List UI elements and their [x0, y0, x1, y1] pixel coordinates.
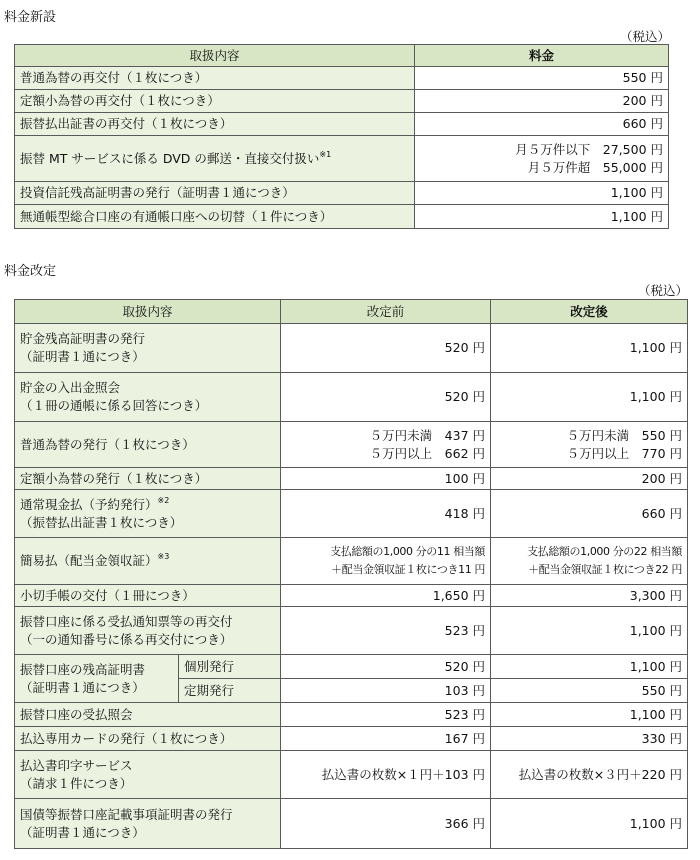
header-after: 改定後: [491, 300, 688, 324]
revised-fees-table: [14, 299, 688, 849]
label-line: 国債等振替口座記載事項証明書の発行: [20, 806, 233, 822]
new-fees-table: [14, 44, 669, 229]
label-line: （請求１件につき）: [20, 775, 133, 791]
row-label: [15, 799, 281, 849]
fee-before: 167 円: [281, 727, 491, 751]
fee-line: ＋配当金領収証１枚につき22 円: [528, 563, 683, 576]
fee-before: 103 円: [281, 679, 491, 703]
row-fee: [415, 136, 669, 182]
row-label: [15, 607, 281, 655]
row-sub-label: 個別発行: [179, 655, 281, 679]
label-line: 払込書印字サービス: [20, 757, 133, 773]
fee-line: 支払総額の1,000 分の11 相当額: [330, 545, 486, 558]
footnote-marker: ※3: [157, 552, 170, 561]
fee-before: 520 円: [281, 655, 491, 679]
row-fee: 1,100 円: [415, 182, 669, 205]
fee-before: 366 円: [281, 799, 491, 849]
row-label-text: 振替 MT サービスに係る DVD の郵送・直接交付扱い: [20, 150, 320, 166]
fee-before: 523 円: [281, 703, 491, 727]
fee-after: 1,100 円: [491, 324, 688, 373]
fee-before: [281, 538, 491, 585]
footnote-marker: ※2: [157, 495, 170, 505]
row-label: 定額小為替の再交付（１枚につき）: [15, 90, 415, 113]
row-fee: 660 円: [415, 113, 669, 136]
fee-after: 1,100 円: [491, 799, 688, 849]
fee-line: ＋配当金領収証１枚につき11 円: [331, 563, 486, 576]
row-label: [15, 324, 281, 373]
fee-before: 520 円: [281, 373, 491, 422]
label-line: （証明書１通につき）: [20, 679, 145, 695]
label-line: 貯金残高証明書の発行: [20, 331, 146, 346]
fee-after: 550 円: [491, 679, 688, 703]
fee-after: 1,100 円: [491, 607, 688, 655]
row-label: 無通帳型総合口座の有通帳口座への切替（１件につき）: [15, 205, 415, 229]
fee-line: ５万円未満 550 円: [566, 427, 683, 443]
fee-line: ５万円以上 662 円: [369, 445, 486, 461]
row-label: 定額小為替の発行（１枚につき）: [15, 468, 281, 490]
header-before: 改定前: [281, 300, 491, 324]
row-fee: 1,100 円: [415, 205, 669, 229]
label-line: 貯金の入出金照会: [20, 380, 121, 395]
row-label: 振替口座の受払照会: [15, 703, 281, 727]
label-line: （証明書１通につき）: [20, 824, 145, 840]
fee-after: 1,100 円: [491, 703, 688, 727]
row-label: [15, 751, 281, 799]
fee-line: ５万円未満 437 円: [369, 427, 486, 443]
row-label: 普通為替の再交付（１枚につき）: [15, 67, 415, 90]
row-label: 投資信託残高証明書の発行（証明書１通につき）: [15, 182, 415, 205]
row-sub-label: 定期発行: [179, 679, 281, 703]
label-text: 通常現金払（予約発行）: [20, 496, 158, 512]
fee-before: [281, 422, 491, 468]
fee-after: 660 円: [491, 490, 688, 538]
fee-before: 418 円: [281, 490, 491, 538]
row-label: 小切手帳の交付（１冊につき）: [15, 585, 281, 607]
label-line: （１冊の通帳に係る回答につき）: [20, 398, 208, 413]
fee-before: 1,650 円: [281, 585, 491, 607]
fee-after: 200 円: [491, 468, 688, 490]
header-item: 取扱内容: [15, 45, 415, 67]
fee-line: 月５万件超 55,000 円: [527, 159, 663, 175]
row-label: 払込専用カードの発行（１枚につき）: [15, 727, 281, 751]
label-line: 振替口座に係る受払通知票等の再交付: [20, 613, 233, 629]
fee-after: 330 円: [491, 727, 688, 751]
section-title-revised-fees: 料金改定: [4, 264, 57, 279]
row-label: [15, 373, 281, 422]
section-title-new-fees: 料金新設: [4, 10, 57, 25]
label-line: 振替口座の残高証明書: [20, 661, 146, 677]
label-text: 簡易払（配当金領収証）: [20, 553, 158, 568]
row-label: [15, 490, 281, 538]
fee-after: 3,300 円: [491, 585, 688, 607]
row-label: 普通為替の発行（１枚につき）: [15, 422, 281, 468]
label-line: （一の通知番号に係る再交付につき）: [20, 631, 233, 647]
tax-note-revised: （税込）: [637, 283, 688, 298]
label-line: （証明書１通につき）: [20, 349, 145, 364]
fee-after: 払込書の枚数×３円＋220 円: [491, 751, 688, 799]
fee-line: ５万円以上 770 円: [566, 445, 683, 461]
row-fee: 550 円: [415, 67, 669, 90]
fee-after: 1,100 円: [491, 373, 688, 422]
row-label: 振替払出証書の再交付（１枚につき）: [15, 113, 415, 136]
fee-before: 520 円: [281, 324, 491, 373]
header-fee: 料金: [415, 45, 669, 67]
fee-line: 支払総額の1,000 分の22 相当額: [527, 545, 683, 558]
fee-line: 月５万件以下 27,500 円: [515, 141, 663, 157]
fee-after: [491, 538, 688, 585]
tax-note-new: （税込）: [619, 29, 670, 44]
row-group-label: [15, 655, 179, 703]
row-label: [15, 136, 415, 182]
fee-before: 100 円: [281, 468, 491, 490]
label-line: （振替払出証書１枚につき）: [20, 514, 183, 530]
row-label: [15, 538, 281, 585]
fee-before: 払込書の枚数×１円＋103 円: [281, 751, 491, 799]
footnote-marker: ※1: [319, 149, 332, 159]
header-item: 取扱内容: [15, 300, 281, 324]
label-line: [20, 496, 275, 514]
fee-after: [491, 422, 688, 468]
fee-after: 1,100 円: [491, 655, 688, 679]
row-fee: 200 円: [415, 90, 669, 113]
fee-before: 523 円: [281, 607, 491, 655]
